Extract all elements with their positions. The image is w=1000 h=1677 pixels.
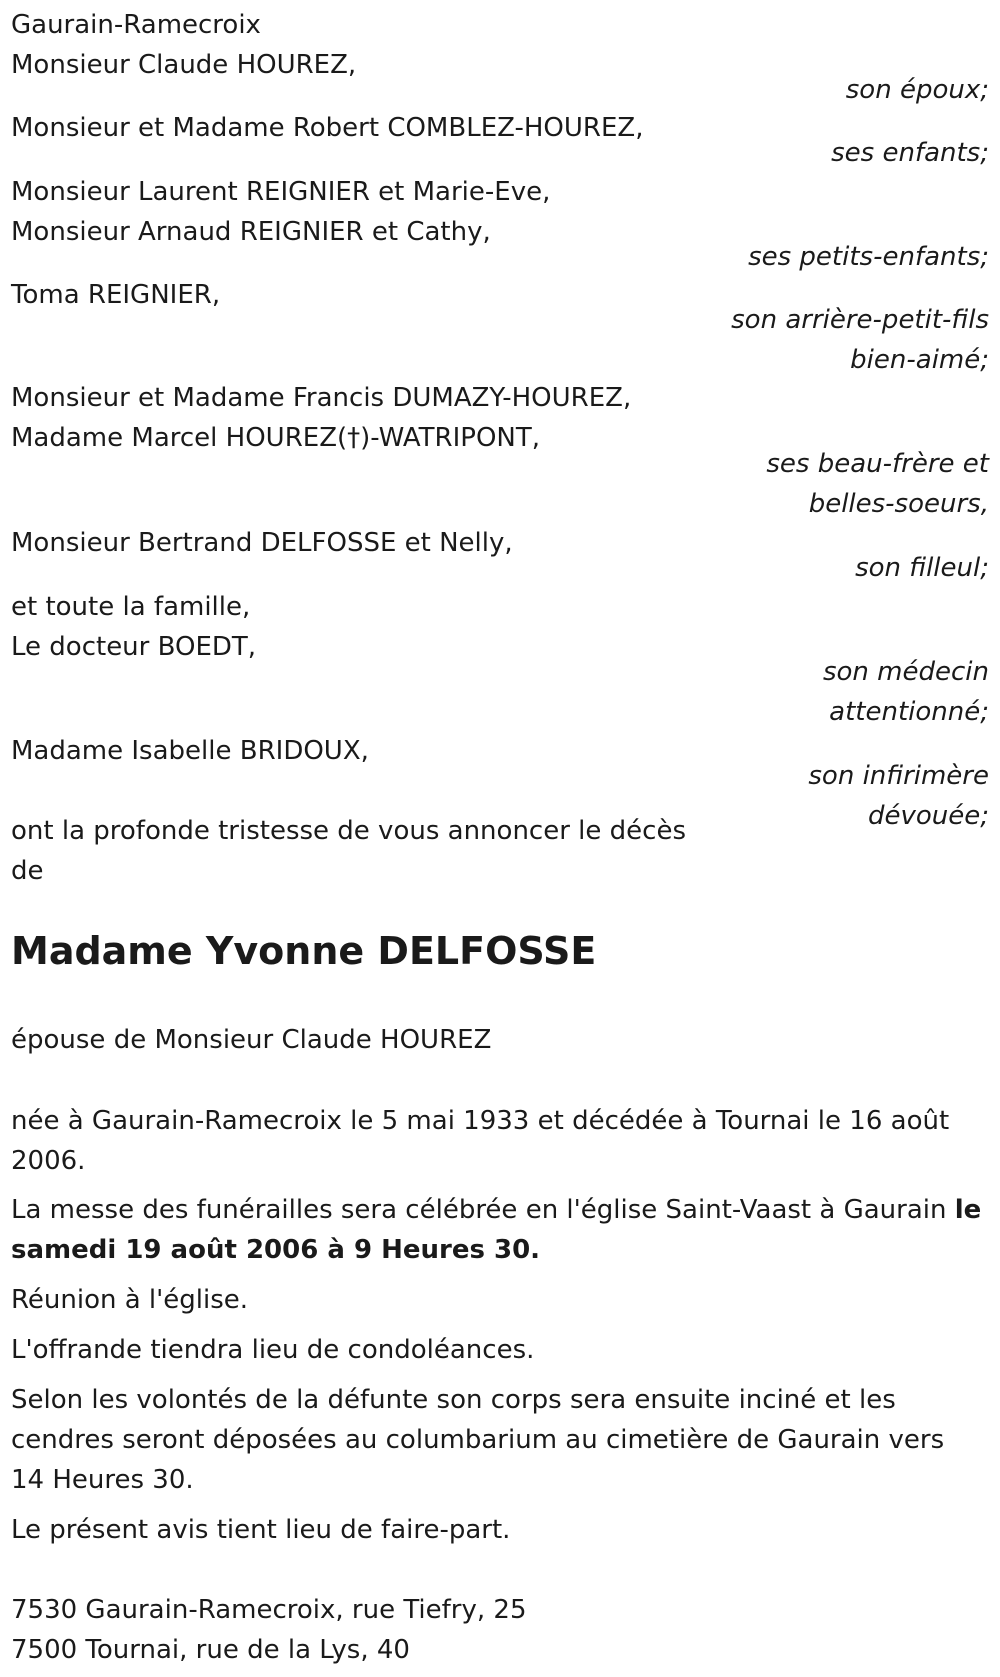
in-law-line-2: Madame Marcel HOUREZ(†)-WATRIPONT, <box>11 423 541 453</box>
doctor-line: Le docteur BOEDT, <box>11 632 257 662</box>
cremation-line-1: Selon les volontés de la défunte son corps sera ensuite inciné et les <box>11 1385 896 1415</box>
birth-death-line-1: née à Gaurain-Ramecroix le 5 mai 1933 et décédée à Tournai le 16 août <box>11 1106 950 1136</box>
grandchildren-role: ses petits-enfants; <box>748 242 989 272</box>
in-laws-role-1: ses beau-frère et <box>766 449 989 479</box>
husband-line: Monsieur Claude HOUREZ, <box>11 50 357 80</box>
gathering-line: Réunion à l'église. <box>11 1285 249 1315</box>
notice-line: Le présent avis tient lieu de faire-part. <box>11 1515 511 1545</box>
spouse-line: épouse de Monsieur Claude HOUREZ <box>11 1025 492 1055</box>
offering-line: L'offrande tiendra lieu de condoléances. <box>11 1335 535 1365</box>
nurse-role-2: dévouée; <box>867 801 989 831</box>
mass-line-1 <box>11 1190 981 1230</box>
grandchild-line-2: Monsieur Arnaud REIGNIER et Cathy, <box>11 217 491 247</box>
children-role: ses enfants; <box>831 138 989 168</box>
address-line-2: 7500 Tournai, rue de la Lys, 40 <box>11 1635 410 1665</box>
cremation-line-2: cendres seront déposées au columbarium au cimetière de Gaurain vers <box>11 1425 945 1455</box>
birth-death-line-2: 2006. <box>11 1146 86 1176</box>
cremation-line-3: 14 Heures 30. <box>11 1465 194 1495</box>
deceased-name: Madame Yvonne DELFOSSE <box>11 929 597 973</box>
doctor-role-2: attentionné; <box>829 697 989 727</box>
great-grandson-line: Toma REIGNIER, <box>11 280 221 310</box>
great-grandson-role-1: son arrière-petit-fils <box>731 305 989 335</box>
nurse-role-1: son infirimère <box>808 761 989 791</box>
great-grandson-role-2: bien-aimé; <box>850 345 989 375</box>
nurse-line: Madame Isabelle BRIDOUX, <box>11 736 369 766</box>
children-line: Monsieur et Madame Robert COMBLEZ-HOUREZ, <box>11 113 644 143</box>
doctor-role-1: son médecin <box>822 657 989 687</box>
in-law-line-1: Monsieur et Madame Francis DUMAZY-HOUREZ, <box>11 383 632 413</box>
announcement-line-2: de <box>11 856 44 886</box>
husband-role: son époux; <box>845 75 989 105</box>
godson-role: son filleul; <box>855 553 989 583</box>
mass-line-2: samedi 19 août 2006 à 9 Heures 30. <box>11 1235 541 1265</box>
in-laws-role-2: belles-soeurs, <box>808 489 989 519</box>
announcement-line-1: ont la profonde tristesse de vous annoncer le décès <box>11 816 686 846</box>
address-line-1: 7530 Gaurain-Ramecroix, rue Tiefry, 25 <box>11 1595 527 1625</box>
mass-date-start: le <box>954 1195 982 1225</box>
place-line: Gaurain-Ramecroix <box>11 10 261 40</box>
all-family-line: et toute la famille, <box>11 592 251 622</box>
mass-text: La messe des funérailles sera célébrée en l'église Saint-Vaast à Gaurain <box>11 1195 955 1225</box>
godson-line: Monsieur Bertrand DELFOSSE et Nelly, <box>11 528 513 558</box>
grandchild-line-1: Monsieur Laurent REIGNIER et Marie-Eve, <box>11 177 551 207</box>
